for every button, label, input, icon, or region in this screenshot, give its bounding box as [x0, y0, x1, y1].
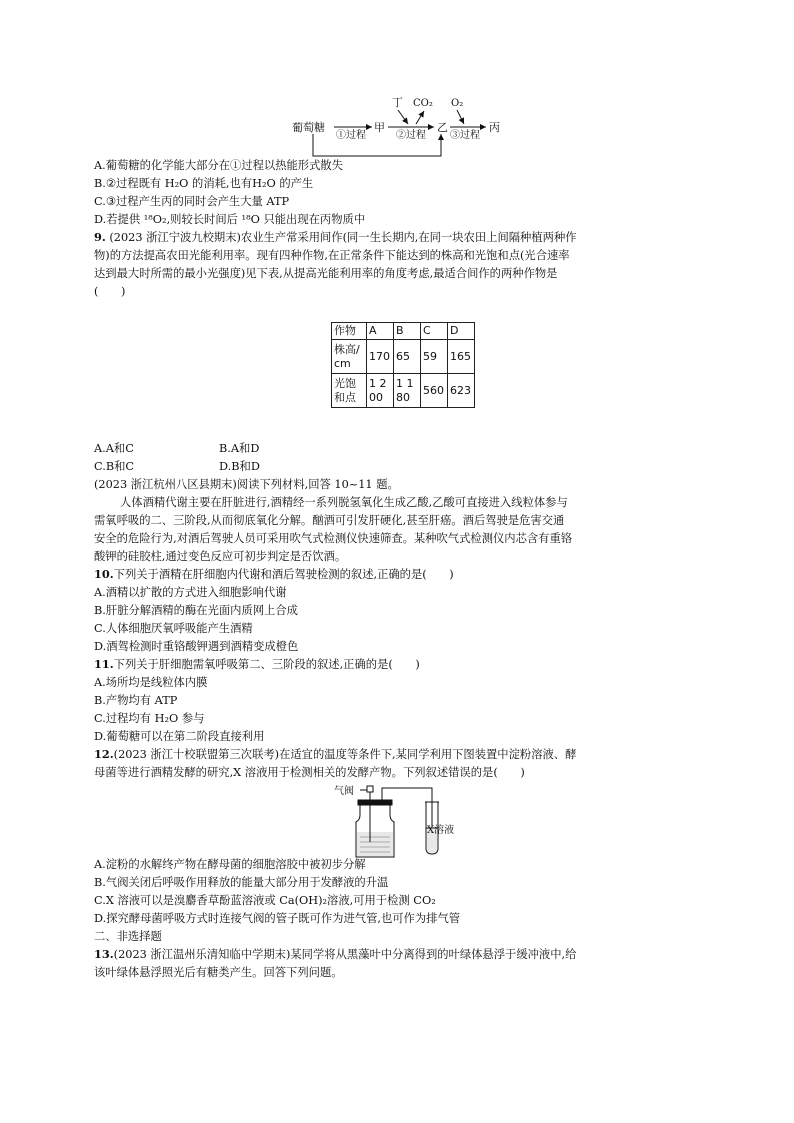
q10-option-d: D.酒驾检测时重铬酸钾遇到酒精变成橙色 — [94, 640, 299, 653]
glucose-label: 葡萄糖 — [292, 121, 325, 134]
passage-line2: 需氧呼吸的二、三阶段,从而彻底氧化分解。酗酒可引发肝硬化,甚至肝癌。酒后驾驶是危害交通 — [94, 514, 565, 527]
ding-label: 丁 — [392, 96, 403, 109]
jia-label: 甲 — [374, 121, 385, 134]
q8-option-c: C.③过程产生丙的同时会产生大量 ATP — [94, 195, 290, 208]
q9-option-a: A.A和C — [94, 442, 134, 455]
passage-line3: 安全的危险行为,对酒后驾驶人员可采用吹气式检测仪快速筛查。某种吹气式检测仪内芯含有重铬 — [94, 532, 573, 545]
table-header-cell: C — [421, 323, 448, 340]
table-header-cell: A — [367, 323, 394, 340]
crop-table — [331, 322, 475, 408]
table-row — [332, 340, 475, 374]
table-cell: 165 — [448, 340, 475, 374]
q9-option-b: B.A和D — [219, 442, 260, 455]
co2-label: CO₂ — [413, 98, 433, 109]
table-row — [332, 374, 475, 408]
q12-option-b: B.气阀关闭后呼吸作用释放的能量大部分用于发酵液的升温 — [94, 876, 389, 889]
yi-label: 乙 — [437, 121, 448, 134]
q11-option-b: B.产物均有 ATP — [94, 694, 178, 707]
q10-text: 下列关于酒精在肝细胞内代谢和酒后驾驶检测的叙述,正确的是( ) — [113, 568, 454, 581]
q13-number: 13. — [94, 947, 114, 961]
bing-label: 丙 — [489, 121, 500, 134]
table-cell: 170 — [367, 340, 394, 374]
table-cell: 1 180 — [394, 374, 421, 408]
q11-text: 下列关于肝细胞需氧呼吸第二、三阶段的叙述,正确的是( ) — [113, 658, 420, 671]
q13-line1 — [94, 946, 576, 963]
arrow-co2-out — [416, 111, 424, 124]
passage-intro: (2023 浙江杭州八区县期末)阅读下列材料,回答 10~11 题。 — [94, 478, 399, 491]
q11-option-c: C.过程均有 H₂O 参与 — [94, 712, 205, 725]
table-cell: 59 — [421, 340, 448, 374]
table-cell: 623 — [448, 374, 475, 408]
q12-text1: (2023 浙江十校联盟第三次联考)在适宜的温度等条件下,某同学利用下图装置中淀粉溶液、酵 — [113, 748, 577, 761]
section-heading: 二、非选择题 — [94, 930, 162, 943]
q12-option-a: A.淀粉的水解终产物在酵母菌的细胞溶胶中被初步分解 — [94, 858, 366, 871]
valve-label: 气阀 — [334, 786, 354, 797]
table-row-label: 株高/cm — [332, 340, 367, 374]
q8-option-b: B.②过程既有 H₂O 的消耗,也有H₂O 的产生 — [94, 177, 314, 190]
o2-label: O₂ — [451, 98, 464, 109]
q12-line2: 母菌等进行酒精发酵的研究,X 溶液用于检测相关的发酵产物。下列叙述错误的是( ) — [94, 766, 525, 779]
q9-line1 — [94, 229, 577, 246]
pathway-diagram — [0, 0, 794, 170]
q9-option-c: C.B和C — [94, 460, 135, 473]
passage-line1: 人体酒精代谢主要在肝脏进行,酒精经一系列脱氢氧化生成乙酸,乙酸可直接进入线粒体参与 — [120, 496, 568, 509]
fermentation-apparatus — [330, 782, 470, 862]
q9-line3: 达到最大时所需的最小光强度)见下表,从提高光能利用率的角度考虑,最适合间作的两种作物是 — [94, 267, 558, 280]
table-header-cell: D — [448, 323, 475, 340]
q8-option-d: D.若提供 ¹⁸O₂,则较长时间后 ¹⁸O 只能出现在丙物质中 — [94, 213, 366, 226]
q10-option-c: C.人体细胞厌氧呼吸能产生酒精 — [94, 622, 253, 635]
arrow-ding-in — [398, 110, 408, 124]
q9-number: 9. — [94, 230, 106, 244]
passage-line4: 酸钾的硅胶柱,通过变色反应可初步判定是否饮酒。 — [94, 550, 347, 563]
q11-option-d: D.葡萄糖可以在第二阶段直接利用 — [94, 730, 265, 743]
q10-option-a: A.酒精以扩散的方式进入细胞影响代谢 — [94, 586, 287, 599]
process-3-label: ③过程 — [450, 130, 480, 141]
x-solution-label: X溶液 — [427, 825, 455, 836]
q9-line2: 物)的方法提高农田光能利用率。现有四种作物,在正常条件下能达到的株高和光饱和点(光合速率 — [94, 249, 570, 262]
q11-option-a: A.场所均是线粒体内膜 — [94, 676, 208, 689]
table-cell: 1 200 — [367, 374, 394, 408]
q8-option-a: A.葡萄糖的化学能大部分在①过程以热能形式散失 — [94, 159, 343, 172]
process-1-label: ①过程 — [336, 130, 366, 141]
q9-option-d: D.B和D — [219, 460, 260, 473]
q11-number: 11. — [94, 657, 114, 671]
table-header-cell: B — [394, 323, 421, 340]
q9-line4: ( ) — [94, 285, 126, 298]
process-2-label: ②过程 — [396, 130, 426, 141]
table-row — [332, 323, 475, 340]
table-header-cell: 作物 — [332, 323, 367, 340]
q12-option-c: C.X 溶液可以是溴麝香草酚蓝溶液或 Ca(OH)₂溶液,可用于检测 CO₂ — [94, 894, 436, 907]
q10-option-b: B.肝脏分解酒精的酶在光面内质网上合成 — [94, 604, 298, 617]
table-cell: 65 — [394, 340, 421, 374]
q13-text1: (2023 浙江温州乐清知临中学期末)某同学将从黑藻叶中分离得到的叶绿体悬浮于缓冲液中,给 — [113, 948, 577, 961]
q9-text1: (2023 浙江宁波九校期末)农业生产常采用间作(同一生长期内,在同一块农田上间隔种植两种作 — [109, 231, 577, 244]
q12-option-d: D.探究酵母菌呼吸方式时连接气阀的管子既可作为进气管,也可作为排气管 — [94, 912, 461, 925]
q12-line1 — [94, 746, 576, 763]
q11-stem — [94, 656, 420, 673]
arrow-o2-in — [457, 110, 464, 124]
q13-line2: 该叶绿体悬浮照光后有糖类产生。回答下列问题。 — [94, 966, 343, 979]
table-cell: 560 — [421, 374, 448, 408]
q10-number: 10. — [94, 567, 114, 581]
q12-number: 12. — [94, 747, 114, 761]
table-row-label: 光饱和点 — [332, 374, 367, 408]
q10-stem — [94, 566, 454, 583]
